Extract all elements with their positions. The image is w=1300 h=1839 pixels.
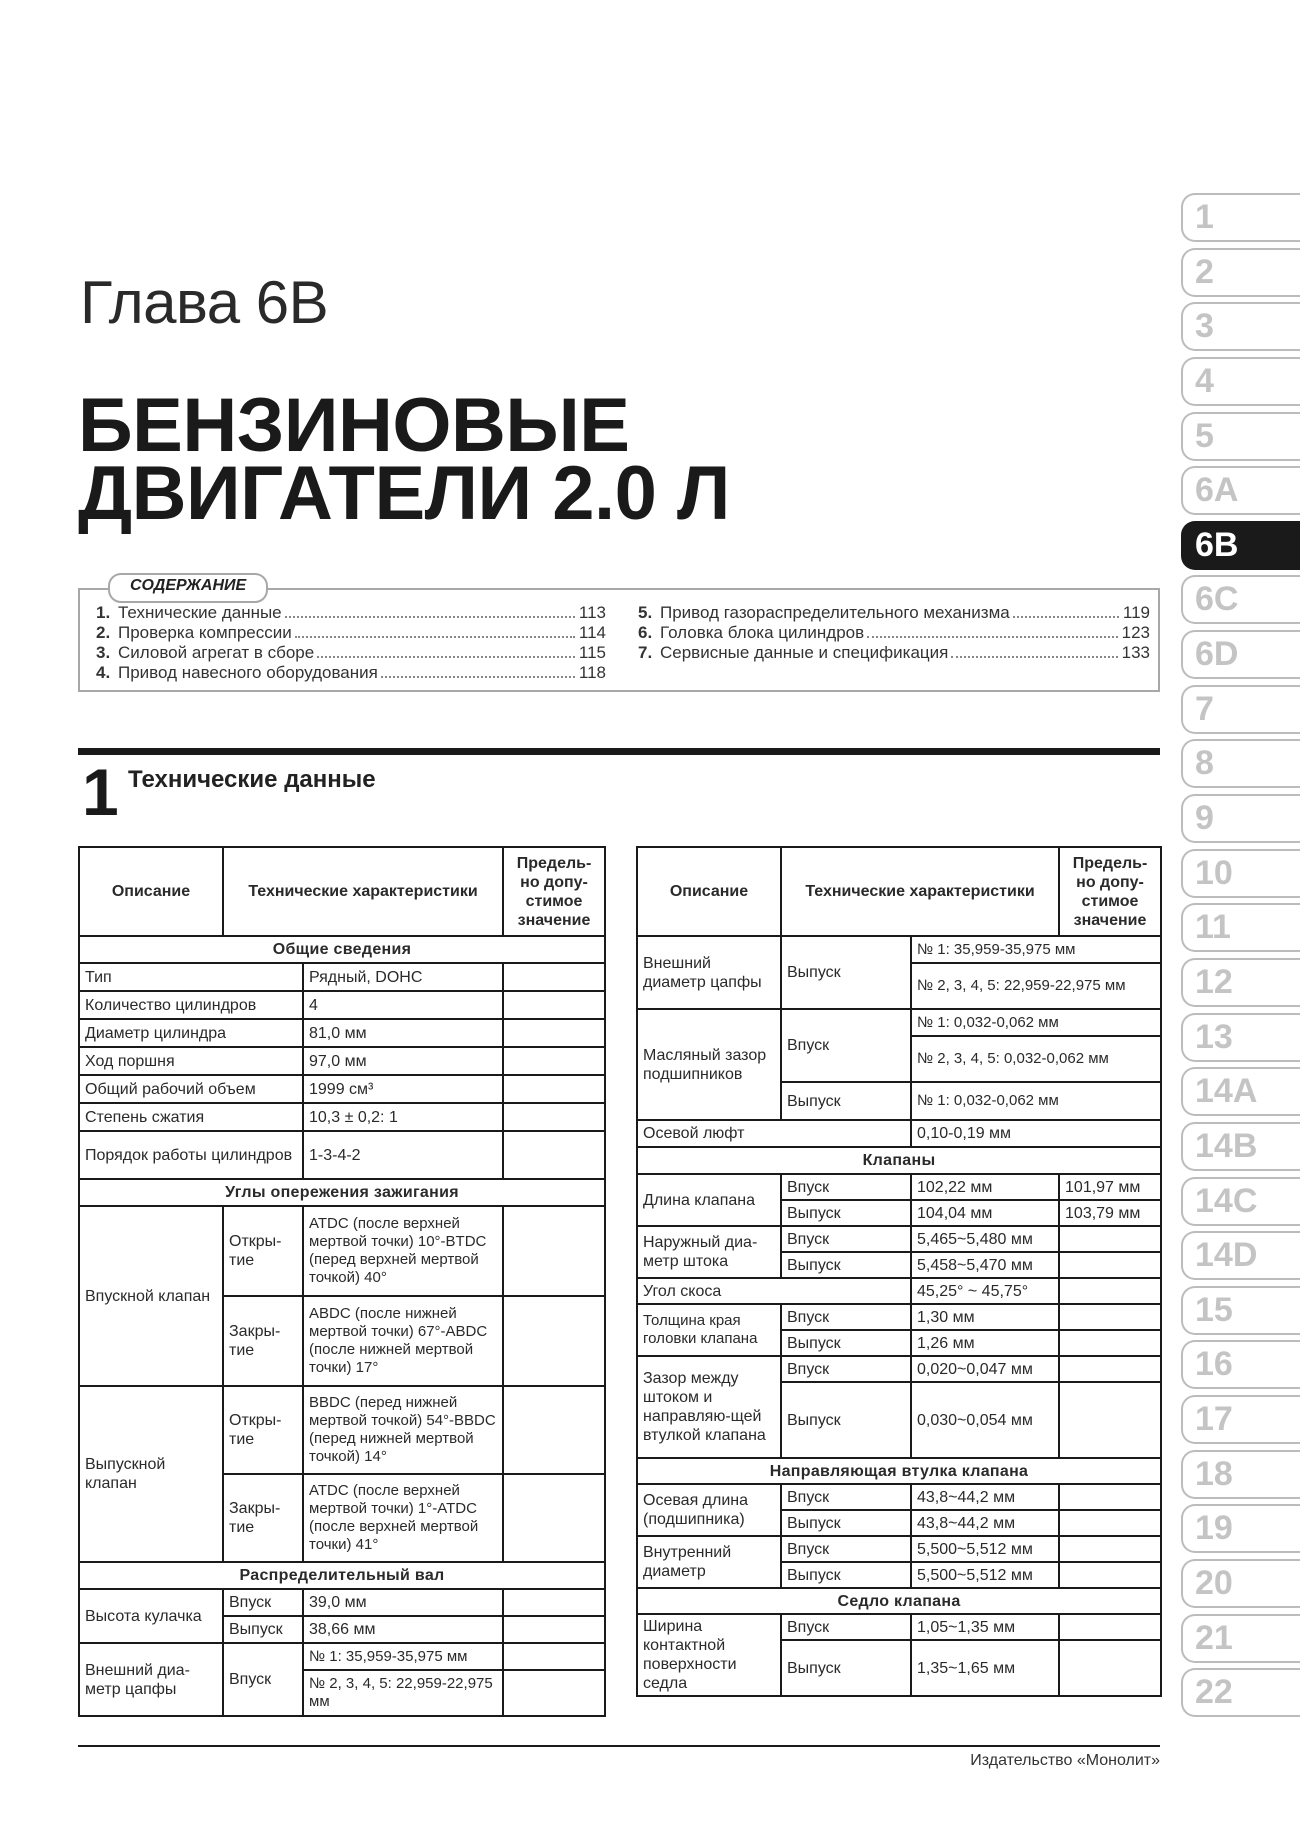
- row-label: Степень сжатия: [79, 1103, 303, 1131]
- toc-item-page: 113: [578, 603, 606, 622]
- toc-item-number: 5.: [638, 603, 653, 622]
- row-label: Ход поршня: [79, 1047, 303, 1075]
- row-label-guide-id: Внутренний диаметр: [637, 1536, 781, 1588]
- row-label-oil-clearance: Масляный зазор подшипников: [637, 1009, 781, 1120]
- sub-label-intake: Впуск: [781, 1536, 911, 1562]
- row-limit: [503, 1616, 605, 1643]
- sub-label-intake: Впуск: [781, 1304, 911, 1330]
- row-label-cam-height: Высота кулачка: [79, 1589, 223, 1643]
- row-limit: [503, 1474, 605, 1562]
- row-limit: [1059, 1536, 1161, 1562]
- row-limit: [1059, 1382, 1161, 1458]
- row-label-valve-length: Длина клапана: [637, 1174, 781, 1226]
- row-limit: [503, 963, 605, 991]
- title-line-2: ДВИГАТЕЛИ 2.0 Л: [78, 451, 730, 536]
- row-limit: [503, 1075, 605, 1103]
- row-limit: [503, 1589, 605, 1616]
- row-limit: [1059, 1562, 1161, 1588]
- toc-leader-dots: [1013, 616, 1119, 618]
- row-value: 1,05~1,35 мм: [911, 1614, 1059, 1640]
- row-value: 1,35~1,65 мм: [911, 1640, 1059, 1696]
- toc-item-text: Сервисные данные и спецификация: [660, 643, 949, 662]
- sub-label-intake: Впуск: [781, 1174, 911, 1200]
- row-label-stem-od: Наружный диа-метр штока: [637, 1226, 781, 1278]
- toc-item[interactable]: [638, 603, 1150, 623]
- row-limit: [503, 1131, 605, 1179]
- row-value: 0,030~0,054 мм: [911, 1382, 1059, 1458]
- chapter-tab[interactable]: 19: [1181, 1504, 1300, 1553]
- toc-item-page: 115: [578, 643, 606, 662]
- toc-right-column: [638, 603, 1150, 663]
- toc-item-text: Привод навесного оборудования: [118, 663, 378, 682]
- row-value: 1999 см³: [303, 1075, 503, 1103]
- toc-leader-dots: [951, 656, 1117, 658]
- toc-item-page: 114: [578, 623, 606, 642]
- chapter-tab[interactable]: 6C: [1181, 575, 1300, 624]
- toc-item-page: 118: [578, 663, 606, 682]
- row-value: Рядный, DOHC: [303, 963, 503, 991]
- row-limit: [503, 1670, 605, 1716]
- sub-label-open: Откры-тие: [223, 1386, 303, 1474]
- sub-label-intake: Впуск: [781, 1356, 911, 1382]
- chapter-tab[interactable]: 18: [1181, 1450, 1300, 1499]
- sub-label-exhaust: Выпуск: [781, 1252, 911, 1278]
- sub-label-intake: Впуск: [781, 1009, 911, 1082]
- toc-item-text: Головка блока цилиндров: [660, 623, 865, 642]
- row-value: 5,465~5,480 мм: [911, 1226, 1059, 1252]
- row-limit: [1059, 1640, 1161, 1696]
- toc-item-text: Проверка компрессии: [118, 623, 292, 642]
- chapter-tab[interactable]: 8: [1181, 739, 1300, 788]
- sub-label-open: Откры-тие: [223, 1206, 303, 1296]
- row-label: Осевой люфт: [637, 1120, 911, 1147]
- toc-item-page: 133: [1121, 643, 1150, 662]
- group-guide: Направляющая втулка клапана: [637, 1458, 1161, 1484]
- row-value: 5,500~5,512 мм: [911, 1562, 1059, 1588]
- row-label-journal: Внешний диа-метр цапфы: [79, 1643, 223, 1716]
- toc-leader-dots: [867, 636, 1117, 638]
- chapter-tab[interactable]: 7: [1181, 685, 1300, 734]
- sub-label-intake: Впуск: [781, 1484, 911, 1510]
- chapter-tab[interactable]: 6B: [1181, 521, 1300, 570]
- sub-label-exhaust: Выпуск: [781, 936, 911, 1009]
- chapter-tab[interactable]: 14D: [1181, 1231, 1300, 1280]
- row-label: Тип: [79, 963, 303, 991]
- row-limit: [503, 1386, 605, 1474]
- row-label-margin: Толщина края головки клапана: [637, 1304, 781, 1356]
- toc-item-text: Технические данные: [118, 603, 282, 622]
- toc-item-number: 3.: [96, 643, 111, 662]
- chapter-tab[interactable]: 11: [1181, 903, 1300, 952]
- row-label-guide-length: Осевая длина (подшипника): [637, 1484, 781, 1536]
- group-valves: Клапаны: [637, 1147, 1161, 1174]
- row-limit: [1059, 1252, 1161, 1278]
- toc-label: СОДЕРЖАНИЕ: [108, 573, 268, 603]
- row-value: № 1: 35,959-35,975 мм: [303, 1643, 503, 1670]
- spec-table-right: [636, 846, 1162, 1697]
- row-limit: 103,79 мм: [1059, 1200, 1161, 1226]
- row-value: 0,10-0,19 мм: [911, 1120, 1161, 1147]
- chapter-tab[interactable]: 14A: [1181, 1067, 1300, 1116]
- row-label-intake-valve: Впускной клапан: [79, 1206, 223, 1386]
- section-number: 1: [82, 755, 119, 829]
- toc-item-page: 119: [1122, 603, 1150, 622]
- row-limit: [1059, 1226, 1161, 1252]
- row-limit: 101,97 мм: [1059, 1174, 1161, 1200]
- sub-label-close: Закры-тие: [223, 1296, 303, 1386]
- group-general: Общие сведения: [79, 936, 605, 963]
- row-value: 43,8~44,2 мм: [911, 1484, 1059, 1510]
- row-value: 1,26 мм: [911, 1330, 1059, 1356]
- section-rule: [78, 748, 1160, 755]
- chapter-tab[interactable]: 9: [1181, 794, 1300, 843]
- toc-item[interactable]: [96, 623, 606, 643]
- chapter-tabs: [1181, 193, 1300, 1723]
- row-value: 4: [303, 991, 503, 1019]
- chapter-tab[interactable]: 10: [1181, 849, 1300, 898]
- row-label-stem-clearance: Зазор между штоком и направляю-щей втулкой клапана: [637, 1356, 781, 1458]
- toc-item[interactable]: [96, 603, 606, 623]
- row-limit: [1059, 1510, 1161, 1536]
- toc-item[interactable]: [638, 623, 1150, 643]
- toc-item-number: 7.: [638, 643, 653, 662]
- row-value: № 2, 3, 4, 5: 22,959-22,975 мм: [911, 963, 1161, 1009]
- title-line-1: БЕНЗИНОВЫЕ: [78, 383, 630, 468]
- sub-label-exhaust: Выпуск: [781, 1382, 911, 1458]
- chapter-tab[interactable]: 2: [1181, 248, 1300, 297]
- row-limit: [503, 1103, 605, 1131]
- col-header-description: Описание: [637, 847, 781, 936]
- group-timing: Углы опережения зажигания: [79, 1179, 605, 1206]
- chapter-tab[interactable]: 5: [1181, 412, 1300, 461]
- row-value: № 1: 0,032-0,062 мм: [911, 1082, 1161, 1120]
- chapter-tab[interactable]: 13: [1181, 1013, 1300, 1062]
- section-title: Технические данные: [128, 766, 376, 793]
- row-label-exhaust-valve: Выпускной клапан: [79, 1386, 223, 1562]
- row-value: ABDC (после нижней мертвой точки) 67°-ABDC (после нижней мертвой точки) 17°: [303, 1296, 503, 1386]
- row-value: 45,25° ~ 45,75°: [911, 1278, 1059, 1304]
- group-camshaft: Распределительный вал: [79, 1562, 605, 1589]
- row-value: 104,04 мм: [911, 1200, 1059, 1226]
- sub-label-intake: Впуск: [223, 1589, 303, 1616]
- row-label-journal: Внешний диаметр цапфы: [637, 936, 781, 1009]
- toc-item-page: 123: [1121, 623, 1150, 642]
- sub-label-intake: Впуск: [781, 1226, 911, 1252]
- row-label-seat-width: Ширина контактной поверхности седла: [637, 1614, 781, 1696]
- row-limit: [503, 991, 605, 1019]
- row-limit: [503, 1296, 605, 1386]
- col-header-limit: Предель-но допу-стимое значение: [503, 847, 605, 936]
- row-label: Порядок работы цилиндров: [79, 1131, 303, 1179]
- row-value: 81,0 мм: [303, 1019, 503, 1047]
- row-limit: [1059, 1356, 1161, 1382]
- row-limit: [1059, 1484, 1161, 1510]
- row-value: 5,458~5,470 мм: [911, 1252, 1059, 1278]
- toc-item[interactable]: [96, 663, 606, 683]
- toc-leader-dots: [381, 676, 575, 678]
- toc-leader-dots: [317, 656, 575, 658]
- chapter-label: Глава 6В: [80, 269, 329, 336]
- chapter-tab[interactable]: 20: [1181, 1559, 1300, 1608]
- row-value: 1,30 мм: [911, 1304, 1059, 1330]
- toc-item-text: Силовой агрегат в сборе: [118, 643, 315, 662]
- toc-item-number: 6.: [638, 623, 653, 642]
- toc-leader-dots: [285, 616, 575, 618]
- toc-leader-dots: [295, 636, 575, 638]
- row-value: № 1: 35,959-35,975 мм: [911, 936, 1161, 963]
- sub-label-exhaust: Выпуск: [781, 1562, 911, 1588]
- row-value: 38,66 мм: [303, 1616, 503, 1643]
- row-value: № 2, 3, 4, 5: 22,959-22,975 мм: [303, 1670, 503, 1716]
- row-value: ATDC (после верхней мертвой точки) 10°-BTDC (перед верхней мертвой точкой) 40°: [303, 1206, 503, 1296]
- sub-label-intake: Впуск: [223, 1643, 303, 1716]
- chapter-tab[interactable]: 12: [1181, 958, 1300, 1007]
- row-value: 0,020~0,047 мм: [911, 1356, 1059, 1382]
- col-header-specs: Технические характеристики: [223, 847, 503, 936]
- chapter-tab[interactable]: 14B: [1181, 1122, 1300, 1171]
- chapter-tab[interactable]: 21: [1181, 1614, 1300, 1663]
- sub-label-exhaust: Выпуск: [223, 1616, 303, 1643]
- row-limit: [503, 1643, 605, 1670]
- page-title: [78, 383, 730, 536]
- chapter-tab[interactable]: 1: [1181, 193, 1300, 242]
- chapter-tab[interactable]: 4: [1181, 357, 1300, 406]
- row-value: 5,500~5,512 мм: [911, 1536, 1059, 1562]
- sub-label-exhaust: Выпуск: [781, 1200, 911, 1226]
- row-label: Общий рабочий объем: [79, 1075, 303, 1103]
- row-value: 102,22 мм: [911, 1174, 1059, 1200]
- group-seat: Седло клапана: [637, 1588, 1161, 1614]
- row-value: 97,0 мм: [303, 1047, 503, 1075]
- sub-label-intake: Впуск: [781, 1614, 911, 1640]
- row-limit: [1059, 1304, 1161, 1330]
- sub-label-exhaust: Выпуск: [781, 1640, 911, 1696]
- row-value: № 2, 3, 4, 5: 0,032-0,062 мм: [911, 1036, 1161, 1082]
- footer-rule: [78, 1745, 1160, 1747]
- chapter-tab[interactable]: 15: [1181, 1286, 1300, 1335]
- row-limit: [1059, 1330, 1161, 1356]
- toc-item-number: 4.: [96, 663, 111, 682]
- toc-left-column: [96, 603, 606, 683]
- toc-item-number: 2.: [96, 623, 111, 642]
- chapter-tab[interactable]: 16: [1181, 1340, 1300, 1389]
- row-value: 43,8~44,2 мм: [911, 1510, 1059, 1536]
- row-value: BBDC (перед нижней мертвой точкой) 54°-BBDC (перед нижней мертвой точкой) 14°: [303, 1386, 503, 1474]
- chapter-tab[interactable]: 14C: [1181, 1177, 1300, 1226]
- row-value: 10,3 ± 0,2: 1: [303, 1103, 503, 1131]
- chapter-tab[interactable]: 6A: [1181, 466, 1300, 515]
- chapter-tab[interactable]: 17: [1181, 1395, 1300, 1444]
- chapter-tab[interactable]: 3: [1181, 302, 1300, 351]
- row-limit: [503, 1019, 605, 1047]
- toc-item[interactable]: [638, 643, 1150, 663]
- row-label: Угол скоса: [637, 1278, 911, 1304]
- row-label: Диаметр цилиндра: [79, 1019, 303, 1047]
- chapter-tab[interactable]: 6D: [1181, 630, 1300, 679]
- row-value: 1-3-4-2: [303, 1131, 503, 1179]
- row-limit: [1059, 1278, 1161, 1304]
- row-value: ATDC (после верхней мертвой точки) 1°-ATDC (после верхней мертвой точки) 41°: [303, 1474, 503, 1562]
- sub-label-exhaust: Выпуск: [781, 1330, 911, 1356]
- col-header-specs: Технические характеристики: [781, 847, 1059, 936]
- chapter-tab[interactable]: 22: [1181, 1668, 1300, 1717]
- sub-label-exhaust: Выпуск: [781, 1082, 911, 1120]
- spec-table-left: [78, 846, 606, 1717]
- row-limit: [503, 1206, 605, 1296]
- row-label: Количество цилиндров: [79, 991, 303, 1019]
- row-limit: [503, 1047, 605, 1075]
- toc-item[interactable]: [96, 643, 606, 663]
- sub-label-exhaust: Выпуск: [781, 1510, 911, 1536]
- row-limit: [1059, 1614, 1161, 1640]
- col-header-description: Описание: [79, 847, 223, 936]
- toc-item-number: 1.: [96, 603, 111, 622]
- col-header-limit: Предель-но допу-стимое значение: [1059, 847, 1161, 936]
- publisher: Издательство «Монолит»: [970, 1752, 1160, 1769]
- row-value: № 1: 0,032-0,062 мм: [911, 1009, 1161, 1036]
- sub-label-close: Закры-тие: [223, 1474, 303, 1562]
- toc-item-text: Привод газораспределительного механизма: [660, 603, 1010, 622]
- row-value: 39,0 мм: [303, 1589, 503, 1616]
